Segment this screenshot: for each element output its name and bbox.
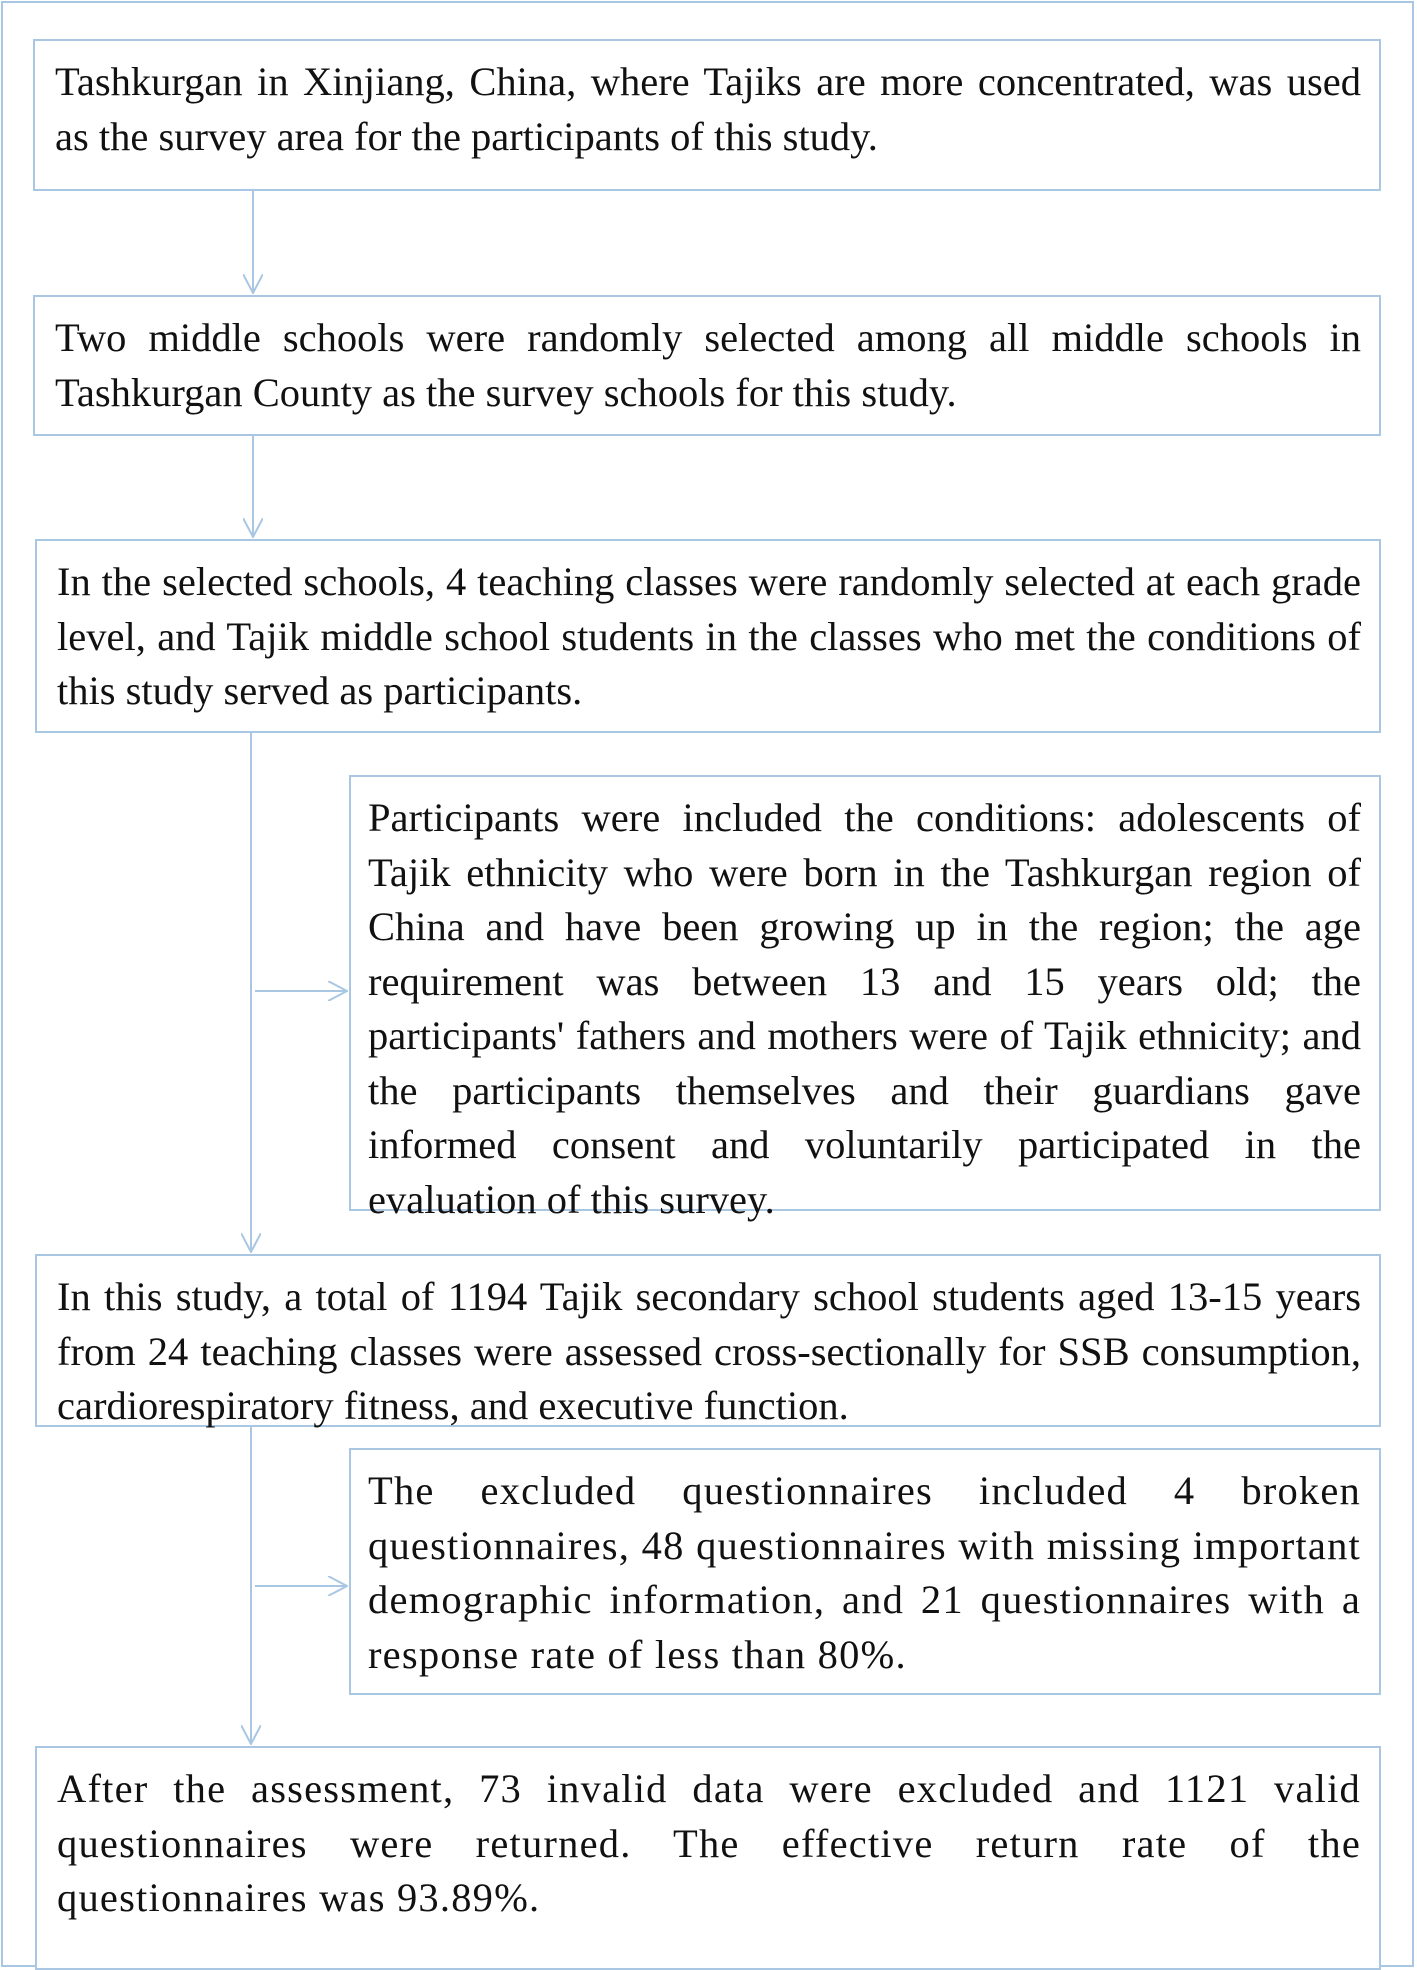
note-inclusion-criteria [349, 775, 1381, 1222]
note-excluded-questionnaires-text: The excluded questionnaires included 4 broken questionnaires, 48 questionnaires with missing important demographic information, and 21 questionnaires with a response rate of less than 80%. [368, 1468, 1361, 1677]
step-school-selection-text: Two middle schools were randomly selected among all middle schools in Tashkurgan County as the survey schools for this study. [55, 315, 1361, 415]
step-final-sample-text: After the assessment, 73 invalid data were excluded and 1121 valid questionnaires were returned. The effective return rate of the questionnaires was 93.89%. [57, 1766, 1361, 1920]
step-school-selection [33, 295, 1381, 436]
step-assessment-text: In this study, a total of 1194 Tajik secondary school students aged 13-15 years from 24 teaching classes were assessed cross-sectionally for SSB consumption, cardiorespiratory fitness, and executive function. [57, 1274, 1361, 1428]
note-excluded-questionnaires [349, 1448, 1381, 1695]
step-survey-area-text: Tashkurgan in Xinjiang, China, where Tajiks are more concentrated, was used as the survey area for the participants of this study. [55, 59, 1361, 159]
step-assessment [35, 1254, 1381, 1427]
step-class-selection [35, 539, 1381, 733]
step-final-sample [35, 1746, 1381, 1970]
step-survey-area [33, 39, 1381, 191]
step-class-selection-text: In the selected schools, 4 teaching classes were randomly selected at each grade level, and Tajik middle school students in the classes who met the conditions of this study served as participants. [57, 559, 1361, 713]
note-inclusion-criteria-text: Participants were included the conditions: adolescents of Tajik ethnicity who were born in the Tashkurgan region of China and have been growing up in the region; the age requirement was between 13 and 15 years old; the participants' fathers and mothers were of Tajik ethnicity; and the participants themselves and their guardians gave informed consent and voluntarily participated in the evaluation of this survey. [368, 795, 1361, 1222]
